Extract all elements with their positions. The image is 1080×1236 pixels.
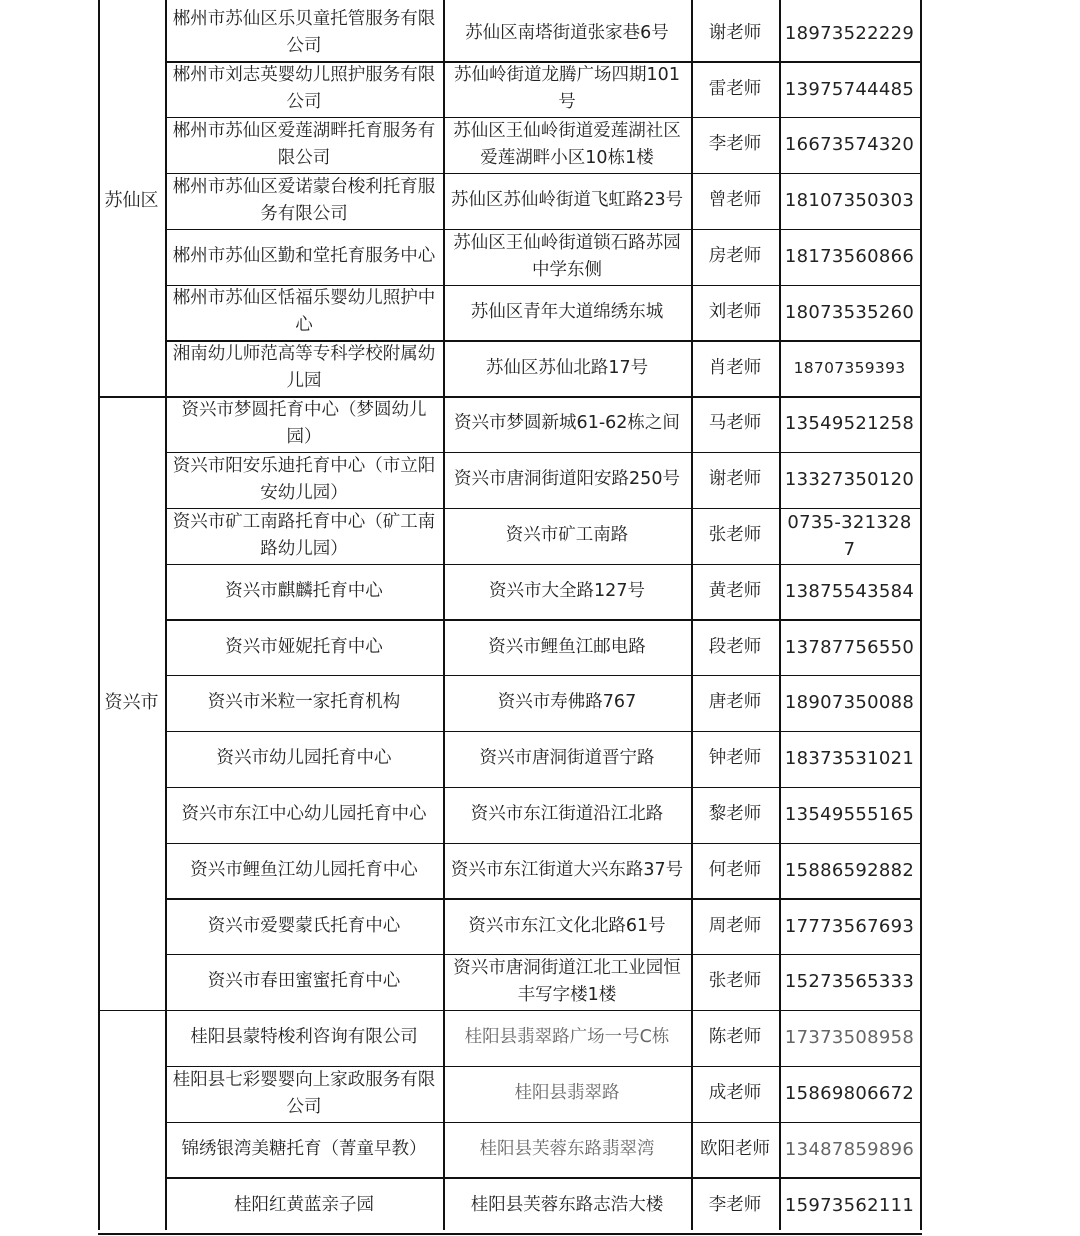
contact-cell: 周老师 [708,915,762,936]
contact-cell: 房老师 [708,246,762,267]
phone-cell: 18907350088 [784,692,915,714]
phone-cell: 15973562111 [784,1194,915,1216]
contact-cell: 陈老师 [708,1027,762,1048]
address-cell: 苏仙区王仙岭街道爱莲湖社区爱莲湖畔小区10栋1楼 [453,120,681,168]
org-name-cell: 桂阳县七彩婴婴向上家政服务有限公司 [172,1069,436,1117]
org-name-cell: 资兴市麒麟托育中心 [225,580,383,601]
contact-cell: 张老师 [708,525,762,546]
table-rule [98,1233,922,1235]
contact-cell: 唐老师 [708,692,762,713]
contact-cell: 段老师 [708,636,762,657]
address-cell: 桂阳县芙蓉东路志浩大楼 [470,1194,664,1215]
org-name-cell: 资兴市矿工南路托育中心（矿工南路幼儿园） [172,511,436,559]
org-name-cell: 资兴市米粒一家托育机构 [207,692,401,713]
region-cell [98,1010,165,1233]
phone-cell: 18973522229 [784,22,915,44]
phone-cell: 13787756550 [784,636,915,658]
address-cell: 资兴市东江街道沿江北路 [470,804,664,825]
phone-cell: 16673574320 [784,134,915,156]
contact-cell: 刘老师 [708,301,762,322]
org-name-cell: 锦绣银湾美糖托育（菁童早教） [181,1138,427,1159]
table-rule [920,0,922,1230]
phone-cell: 18173560866 [784,246,915,268]
phone-cell: 13975744485 [784,78,915,100]
org-name-cell: 资兴市春田蜜蜜托育中心 [207,971,401,992]
phone-cell: 13487859896 [784,1138,915,1160]
org-name-cell: 郴州市苏仙区勤和堂托育服务中心 [172,246,436,267]
address-cell: 苏仙岭街道龙腾广场四期101号 [454,65,680,113]
address-cell: 桂阳县翡翠路 [514,1083,620,1104]
address-cell: 资兴市唐洞街道晋宁路 [479,748,655,769]
address-cell: 资兴市东江文化北路61号 [468,915,666,936]
org-name-cell: 资兴市阳安乐迪托育中心（市立阳安幼儿园） [172,455,436,503]
phone-cell: 13875543584 [784,580,915,602]
org-name-cell: 资兴市爱婴蒙氏托育中心 [207,915,401,936]
contact-cell: 何老师 [708,859,762,880]
contact-cell: 曾老师 [708,190,762,211]
phone-cell: 18707359393 [793,358,906,377]
phone-cell: 17773567693 [784,915,915,937]
address-cell: 苏仙区苏仙岭街道飞虹路23号 [450,190,684,211]
address-cell: 资兴市寿佛路767 [497,692,637,713]
region-cell: 资兴市 [104,692,159,714]
org-name-cell: 郴州市苏仙区乐贝童托管服务有限公司 [172,9,436,57]
address-cell: 资兴市梦圆新城61-62栋之间 [454,413,680,434]
address-cell: 资兴市唐洞街道江北工业园恒丰写字楼1楼 [453,957,681,1005]
org-name-cell: 资兴市鲤鱼江幼儿园托育中心 [190,859,418,880]
region-cell: 苏仙区 [104,190,159,212]
contact-cell: 谢老师 [708,22,762,43]
contact-cell: 欧阳老师 [700,1138,770,1159]
contact-cell: 李老师 [708,1194,762,1215]
contact-cell: 雷老师 [708,78,762,99]
org-name-cell: 郴州市苏仙区爱莲湖畔托育服务有限公司 [172,120,436,168]
phone-cell: 18073535260 [784,301,915,323]
contact-cell: 成老师 [708,1083,762,1104]
address-cell: 苏仙区王仙岭街道锁石路苏园中学东侧 [453,232,681,280]
phone-cell: 13549521258 [784,413,915,435]
phone-cell: 13549555165 [784,804,915,826]
phone-cell: 15273565333 [784,971,915,993]
contact-cell: 肖老师 [708,357,762,378]
org-name-cell: 郴州市刘志英婴幼儿照护服务有限公司 [172,65,436,113]
contact-cell: 马老师 [708,413,762,434]
address-cell: 资兴市矿工南路 [505,525,629,546]
address-cell: 资兴市东江街道大兴东路37号 [450,859,684,880]
phone-cell: 13327350120 [784,469,915,491]
phone-cell: 15869806672 [784,1083,915,1105]
org-name-cell: 郴州市苏仙区爱诺蒙台梭利托育服务有限公司 [172,176,436,224]
contact-cell: 黄老师 [708,580,762,601]
org-name-cell: 资兴市娅妮托育中心 [225,636,383,657]
contact-cell: 谢老师 [708,469,762,490]
address-cell: 桂阳县翡翠路广场一号C栋 [464,1027,670,1048]
org-name-cell: 桂阳红黄蓝亲子园 [234,1194,374,1215]
org-name-cell: 资兴市东江中心幼儿园托育中心 [181,804,427,825]
address-cell: 资兴市唐洞街道阳安路250号 [454,469,680,490]
address-cell: 苏仙区青年大道绵绣东城 [470,301,664,322]
address-cell: 资兴市鲤鱼江邮电路 [488,636,646,657]
phone-cell: 17373508958 [784,1027,915,1049]
org-name-cell: 资兴市梦圆托育中心（梦圆幼儿园） [181,399,427,447]
phone-cell: 18373531021 [784,748,915,770]
phone-cell: 15886592882 [784,859,915,881]
org-name-cell: 桂阳县蒙特梭利咨询有限公司 [190,1027,418,1048]
address-cell: 苏仙区苏仙北路17号 [485,357,649,378]
contact-cell: 李老师 [708,134,762,155]
org-name-cell: 湘南幼儿师范高等专科学校附属幼儿园 [172,344,436,392]
org-name-cell: 郴州市苏仙区恬福乐婴幼儿照护中心 [172,288,436,336]
contact-cell: 张老师 [708,971,762,992]
phone-cell: 0735-3213287 [787,511,912,560]
address-cell: 苏仙区南塔街道张家巷6号 [465,22,669,43]
contact-cell: 钟老师 [708,748,762,769]
org-name-cell: 资兴市幼儿园托育中心 [216,748,392,769]
phone-cell: 18107350303 [784,190,915,212]
address-cell: 桂阳县芙蓉东路翡翠湾 [479,1138,655,1159]
address-cell: 资兴市大全路127号 [489,580,645,601]
contact-cell: 黎老师 [708,804,762,825]
